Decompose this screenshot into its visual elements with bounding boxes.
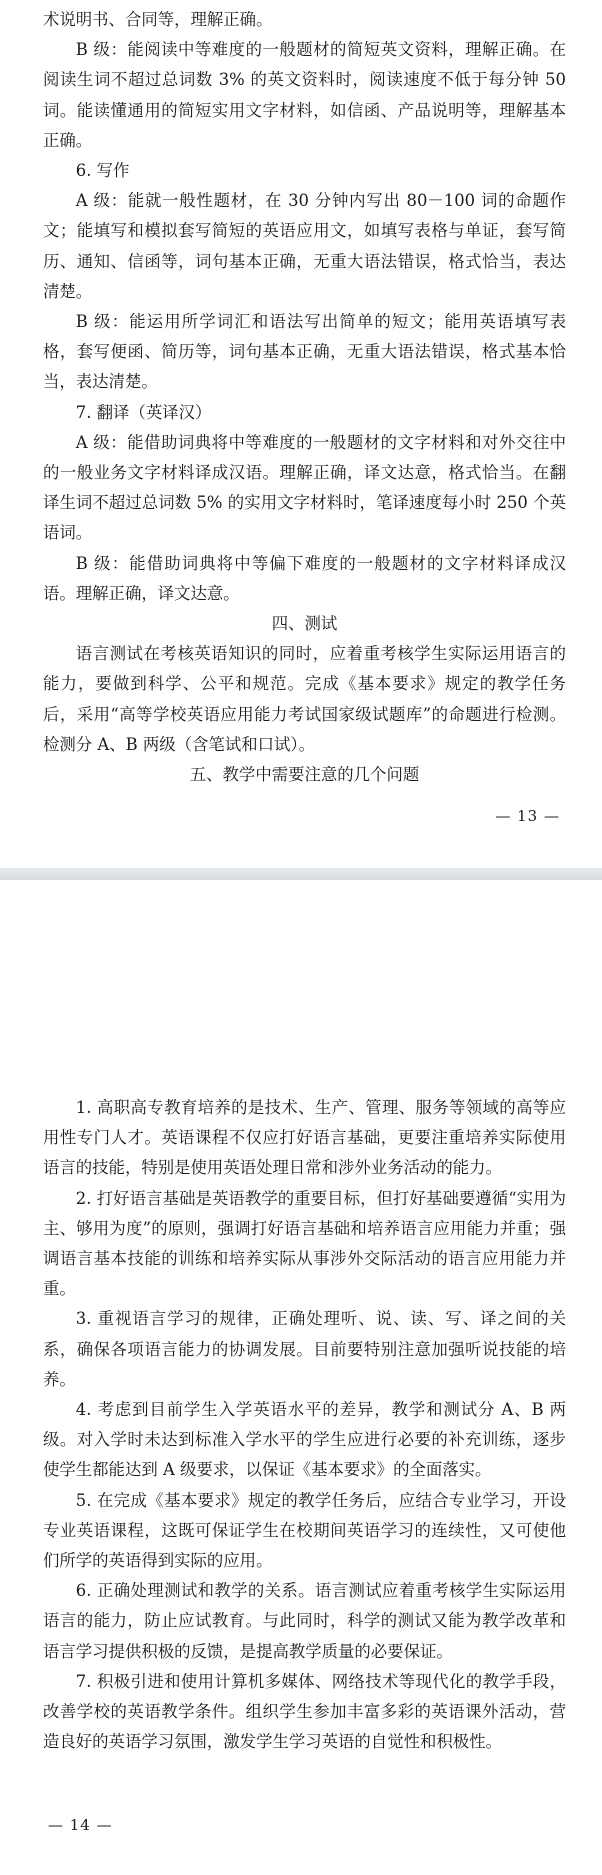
page-number-14: — 14 — <box>48 1816 113 1834</box>
paragraph-testing: 语言测试在考核英语知识的同时，应着重考核学生实际运用语言的能力，要做到科学、公平和规范。完成《基本要求》规定的教学任务后，采用“高等学校英语应用能力考试国家级试题库”的命题进行检测。检测分 A、B 两级（含笔试和口试）。 <box>43 644 566 754</box>
list-item-5: 5. 在完成《基本要求》规定的教学任务后，应结合专业学习，开设专业英语课程，这既可保证学生在校期间英语学习的连续性，又可使他们所学的英语得到实际的应用。 <box>43 1490 566 1571</box>
list-item-6: 6. 正确处理测试和教学的关系。语言测试应着重考核学生实际运用语言的能力，防止应试教育。与此同时，科学的测试又能为教学改革和语言学习提供积极的反馈，是提高教学质量的必要保证。 <box>43 1581 566 1661</box>
list-item-1: 1. 高职高专教育培养的是技术、生产、管理、服务等领域的高等应用性专门人才。英语课程不仅应打好语言基础，更要注重培养实际使用语言的技能，特别是使用英语处理日常和涉外业务活动的能力。 <box>43 1098 566 1178</box>
paragraph-a-level-translation: A 级：能借助词典将中等难度的一般题材的文字材料和对外交往中的一般业务文字材料译成汉语。理解正确，译文达意，格式恰当。在翻译生词不超过总词数 5% 的实用文字材料时，笔译速度每小时 250 个英语词。 <box>43 432 566 543</box>
paragraph-b-level-translation: B 级：能借助词典将中等偏下难度的一般题材的文字材料译成汉语。理解正确，译文达意。 <box>43 553 566 603</box>
subheading-translation: 7. 翻译（英译汉） <box>75 402 212 422</box>
list-item-7: 7. 积极引进和使用计算机多媒体、网络技术等现代化的教学手段，改善学校的英语教学条件。组织学生参加丰富多彩的英语课外活动，营造良好的英语学习氛围，激发学生学习英语的自觉性和积极性。 <box>43 1671 566 1752</box>
page-number-13: — 13 — <box>495 807 560 825</box>
paragraph-continued: 术说明书、合同等，理解正确。 <box>43 10 273 29</box>
section-heading-testing: 四、测试 <box>271 614 338 634</box>
page-separator <box>0 868 602 880</box>
list-item-2: 2. 打好语言基础是英语教学的重要目标，但打好基础要遵循“实用为主、够用为度”的原则，强调打好语言基础和培养语言应用能力并重；强调语言基本技能的训练和培养实际从事涉外交际活动的语言应用能力并重。 <box>43 1188 566 1299</box>
page-13-body <box>43 5 566 790</box>
list-item-4: 4. 考虑到目前学生入学英语水平的差异，教学和测试分 A、B 两级。对入学时未达到标准入学水平的学生应进行必要的补充训练，逐步使学生都能达到 A 级要求，以保证《基本要求》的全面落实。 <box>43 1400 566 1480</box>
paragraph-b-level-reading: B 级：能阅读中等难度的一般题材的简短英文资料，理解正确。在阅读生词不超过总词数 3% 的英文资料时，阅读速度不低于每分钟 50 词。能读懂通用的简短实用文字材料，如信函、产品说明等，理解基本正确。 <box>43 40 566 150</box>
page-14 <box>0 880 602 1875</box>
page-14-body <box>43 1093 566 1757</box>
page-13 <box>0 0 602 868</box>
list-item-3: 3. 重视语言学习的规律，正确处理听、说、读、写、译之间的关系，确保各项语言能力的协调发展。目前要特别注意加强听说技能的培养。 <box>43 1309 566 1389</box>
subheading-writing: 6. 写作 <box>75 161 130 181</box>
paragraph-b-level-writing: B 级：能运用所学词汇和语法写出简单的短文；能用英语填写表格，套写便函、简历等，词句基本正确，无重大语法错误，格式基本恰当，表达清楚。 <box>43 312 566 392</box>
section-heading-teaching-notes: 五、教学中需要注意的几个问题 <box>189 765 420 785</box>
paragraph-a-level-writing: A 级：能就一般性题材，在 30 分钟内写出 80－100 词的命题作文；能填写和模拟套写简短的英语应用文，如填写表格与单证，套写简历、通知、信函等，词句基本正确，无重大语法错误，格式恰当，表达清楚。 <box>43 191 566 301</box>
